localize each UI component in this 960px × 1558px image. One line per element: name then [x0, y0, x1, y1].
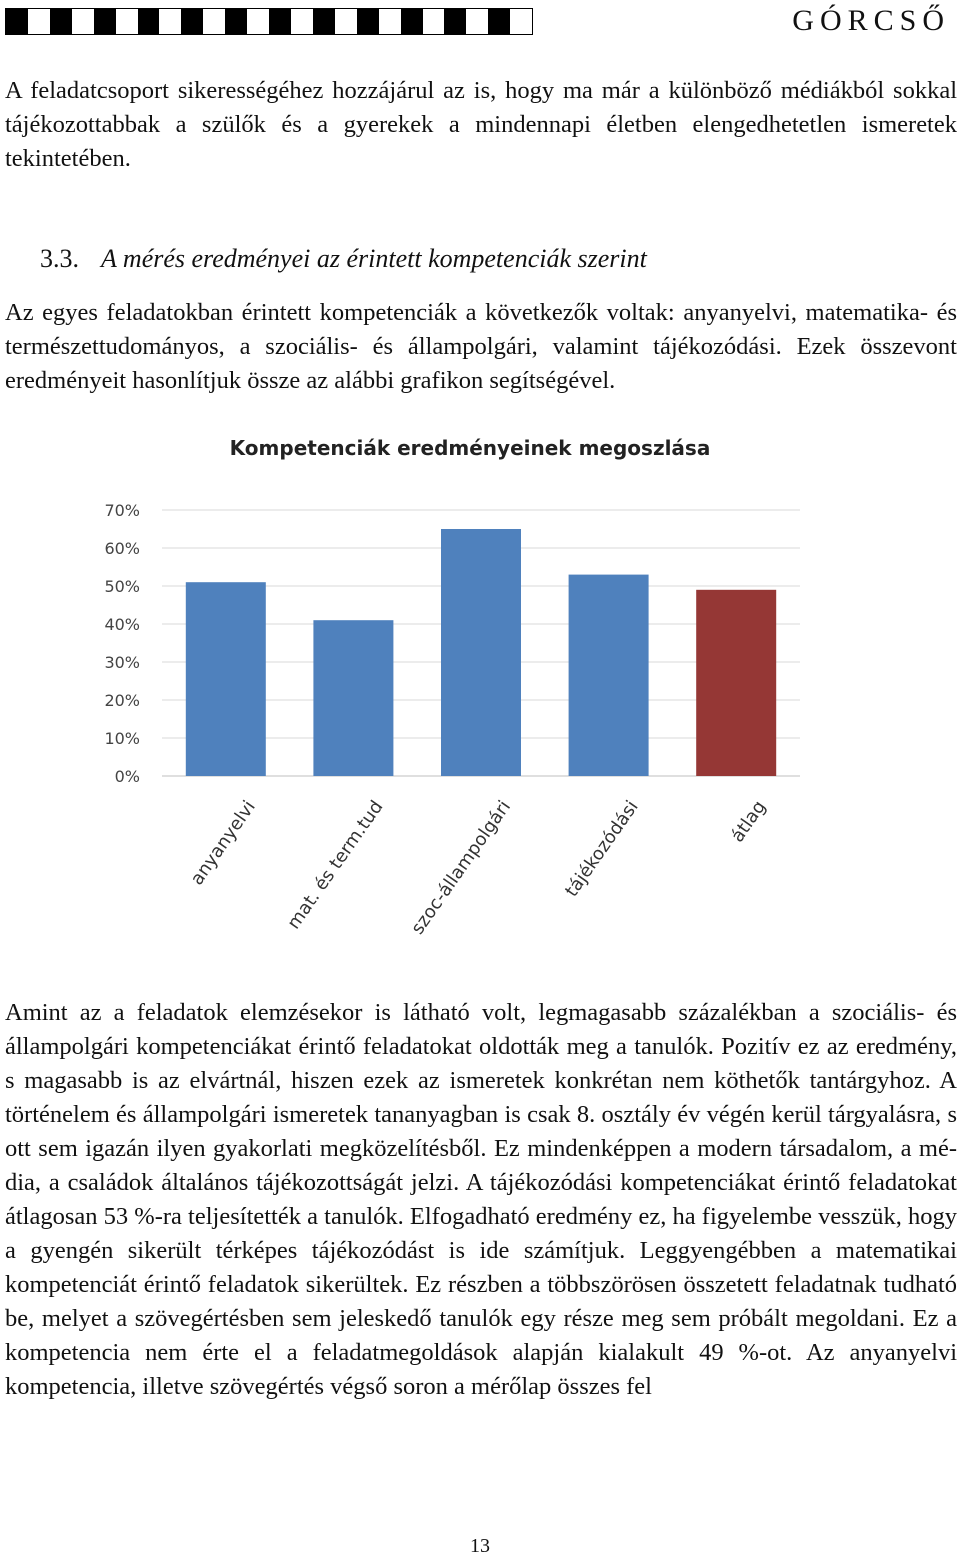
bar-3	[569, 575, 649, 776]
bar-2	[441, 529, 521, 776]
bar-4	[696, 590, 776, 776]
header-bar-segment	[50, 9, 72, 34]
header-bar-segment	[72, 9, 94, 34]
header-bar-segment	[335, 9, 357, 34]
y-tick-label: 60%	[104, 539, 140, 558]
page-number: 13	[470, 1535, 490, 1557]
bar-0	[186, 582, 266, 776]
header-bar-segment	[247, 9, 269, 34]
header-bar-segment	[28, 9, 50, 34]
header-bar-segment	[94, 9, 116, 34]
x-tick-label: mat. és term.tud	[283, 796, 388, 934]
chart-title: Kompetenciák eredményeinek megoszlása	[229, 436, 711, 460]
x-tick-label: átlag	[726, 796, 771, 847]
header-bar-segment	[401, 9, 423, 34]
body-paragraph: Amint az a feladatok elemzésekor is látható volt, legmagasabb százalékban a szociális- és állampolgári kompetenciákat érintő feladatokat oldották meg a tanulók. Pozitív ez az eredmény, s magasabb is az elvártnál, hiszen ezek az ismeretek konkrétan nem köthetők tantárgyhoz. A történelem és állampolgári ismeretek tananyagban is csak 8. osztály év végén kerül tárgyalásra, s ott sem igazán ilyen gyakorlati megközelítésből. Ez mindenképpen a modern társadalom, a média, a családok általános tájékozottságát jelzi. A tájékozódási kompetenciákat érintő feladatokat átlagosan 53 %-ra teljesítették a tanulók. Elfogadható eredmény ez, ha figyelembe vesszük, hogy a gyengén sikerült térképes tájékozódást is ide számítjuk. Leggyengébben a matematikai kompetenciát érintő feladatok sikerültek. Ez részben a többszörösen összetett feladatnak tudható be, melyet a szövegértésben sem jeleskedő tanulók egy része meg sem próbált megoldani. Ez a kompetencia nem érte el a feladatmegoldások alapján kialakult 49 %-ot. Az anyanyelvi kompetencia, illetve szövegértés végső soron a mérőlap összes fel	[5, 999, 957, 1400]
y-tick-label: 40%	[104, 615, 140, 634]
header-bar-segment	[203, 9, 225, 34]
y-tick-label: 30%	[104, 653, 140, 672]
y-tick-label: 50%	[104, 577, 140, 596]
section-heading	[40, 244, 647, 274]
header-bar-segment	[423, 9, 445, 34]
y-tick-label: 10%	[104, 729, 140, 748]
header-decorative-bar	[5, 8, 533, 35]
header-bar-segment	[444, 9, 466, 34]
header-bar-segment	[6, 9, 28, 34]
header-bar-segment	[159, 9, 181, 34]
section-title: A mérés eredményei az érintett kompetenciák szerint	[101, 244, 647, 273]
y-tick-label: 0%	[114, 767, 140, 786]
chart-canvas	[90, 432, 850, 952]
x-tick-label: szoc-állampolgári	[407, 796, 516, 939]
bar-chart	[90, 432, 820, 952]
header-bar-segment	[291, 9, 313, 34]
y-tick-label: 20%	[104, 691, 140, 710]
header-bar-segment	[138, 9, 160, 34]
header-bar-segment	[269, 9, 291, 34]
x-tick-label: anyanyelvi	[186, 796, 260, 890]
intro-paragraph: A feladatcsoport sikerességéhez hozzájárul az is, hogy ma már a különböző médiákból sokkal tájékozottabbak a szülők és a gyerekek a mindennapi életben elengedhetetlen ismeretek tekintetében.	[5, 77, 957, 172]
header-bar-segment	[357, 9, 379, 34]
header-bar-segment	[313, 9, 335, 34]
x-tick-label: tájékozódási	[561, 796, 643, 901]
section-number: 3.3.	[40, 244, 79, 273]
y-tick-label: 70%	[104, 501, 140, 520]
header-bar-segment	[510, 9, 532, 34]
journal-title: GÓRCSŐ	[792, 4, 950, 37]
header-bar-segment	[225, 9, 247, 34]
header-bar-segment	[488, 9, 510, 34]
section-paragraph: Az egyes feladatokban érintett kompetenciák a következők voltak: anyanyelvi, matematika- és természettudományos, a szociális- és állampolgári, valamint tájékozódási. Ezek összevont eredményeit hasonlítjuk össze az alábbi grafikon segítségével.	[5, 299, 957, 394]
bar-1	[313, 620, 393, 776]
header-bar-segment	[116, 9, 138, 34]
header-bar-segment	[181, 9, 203, 34]
header-bar-segment	[466, 9, 488, 34]
header-bar-segment	[379, 9, 401, 34]
